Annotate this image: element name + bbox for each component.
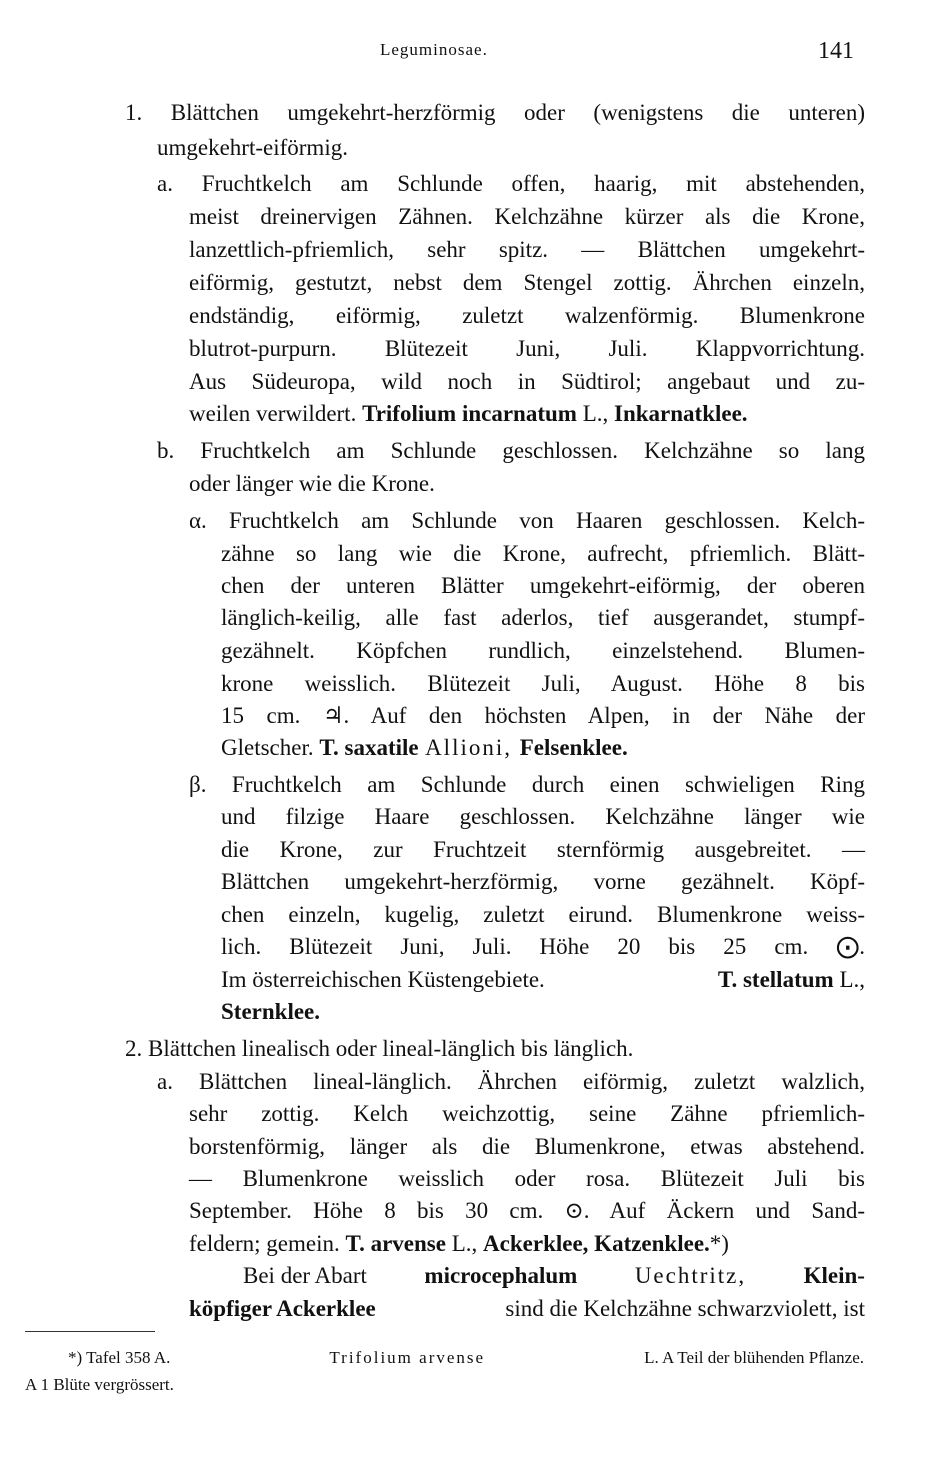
page-header (0, 40, 930, 70)
text-line: September. Höhe 8 bis 30 cm. ⊙. Auf Äckern und Sand- (189, 1198, 865, 1223)
species-name: Trifolium incarnatum (362, 401, 577, 426)
text-line: oder länger wie die Krone. (189, 471, 435, 496)
footnote-rule (25, 1331, 155, 1332)
text-line: a. Fruchtkelch am Schlunde offen, haarig, mit abstehenden, (157, 171, 865, 196)
text-line: die Krone, zur Fruchtzeit sternförmig ausgebreitet. — (221, 837, 865, 862)
author-name: Allioni, (418, 735, 520, 760)
text-line: Aus Südeuropa, wild noch in Südtirol; angebaut und zu- (189, 369, 865, 394)
text-line: und filzige Haare geschlossen. Kelchzähne länger wie (221, 804, 865, 829)
text-line: a. Blättchen lineal-länglich. Ährchen eiförmig, zuletzt walzlich, (157, 1069, 865, 1094)
text-line (189, 1295, 865, 1323)
common-name: köpfiger Ackerklee (189, 1296, 376, 1321)
species-name: T. saxatile (319, 735, 419, 760)
text-run: L. A Teil der blühenden Pflanze. (644, 1348, 864, 1367)
text-line: zähne so lang wie die Krone, aufrecht, pfriemlich. Blätt- (221, 541, 865, 566)
text-run: sind die Kelchzähne schwarzviolett, ist (505, 1296, 865, 1321)
text-run: *) Tafel 358 A. (68, 1348, 171, 1367)
text-run: Bei der Abart (243, 1263, 367, 1288)
text-line: länglich-keilig, alle fast aderlos, tief ausgerandet, stumpf- (221, 605, 865, 630)
text-line: endständig, eiförmig, zuletzt walzenförmig. Blumenkrone (189, 303, 865, 328)
text-line (221, 966, 865, 994)
text-line: b. Fruchtkelch am Schlunde geschlossen. Kelchzähne so lang (157, 438, 865, 463)
text-run: Gletscher. (221, 735, 320, 760)
text-run: L., (576, 401, 615, 426)
author-name: Uechtritz, (634, 1263, 747, 1288)
text-line: krone weisslich. Blütezeit Juli, August. Höhe 8 bis (221, 671, 865, 696)
text-line (189, 1230, 729, 1258)
common-name: Sternklee. (221, 999, 321, 1024)
text-line: 2. Blättchen linealisch oder lineal-länglich bis länglich. (125, 1036, 634, 1061)
common-name: Felsenklee. (519, 735, 628, 760)
text-line: chen einzeln, kugelig, zuletzt eirund. Blumenkrone weiss- (221, 902, 865, 927)
text-run: L., (833, 967, 865, 992)
footnote-line: A 1 Blüte vergrössert. (25, 1375, 174, 1394)
text-line (221, 734, 628, 762)
footnote-marker: *) (709, 1231, 729, 1256)
text-line (243, 1262, 865, 1290)
text-line: chen der unteren Blätter umgekehrt-eiförmig, der oberen (221, 573, 865, 598)
common-name: Ackerklee, Katzenklee. (483, 1231, 710, 1256)
text-line: gezähnelt. Köpfchen rundlich, einzelstehend. Blumen- (221, 638, 865, 663)
text-run: feldern; gemein. (189, 1231, 346, 1256)
footnote-line (68, 1347, 864, 1369)
text-line: eiförmig, gestutzt, nebst dem Stengel zottig. Ährchen einzeln, (189, 270, 865, 295)
common-name: Inkarnatklee. (614, 401, 748, 426)
text-line: borstenförmig, länger als die Blumenkrone, etwas abstehend. (189, 1134, 865, 1159)
text-run: weilen verwildert. (189, 401, 363, 426)
species-name: Trifolium arvense (329, 1348, 486, 1367)
text-line: Blättchen umgekehrt-herzförmig, vorne gezähnelt. Köpf- (221, 869, 865, 894)
common-name: Klein- (803, 1263, 865, 1288)
text-line: umgekehrt-eiförmig. (157, 135, 348, 160)
text-line: β. Fruchtkelch am Schlunde durch einen schwieligen Ring (189, 772, 865, 797)
text-line: meist dreinervigen Zähnen. Kelchzähne kürzer als die Krone, (189, 204, 865, 229)
text-line: lich. Blütezeit Juni, Juli. Höhe 20 bis 25 cm. ⨀. (221, 934, 865, 959)
text-line: sehr zottig. Kelch weichzottig, seine Zähne pfriemlich- (189, 1101, 865, 1126)
text-line (189, 400, 748, 428)
text-line: α. Fruchtkelch am Schlunde von Haaren geschlossen. Kelch- (189, 508, 865, 533)
text-run: Im österreichischen Küstengebiete. (221, 967, 545, 992)
text-line: blutrot-purpurn. Blütezeit Juni, Juli. Klappvorrichtung. (189, 336, 865, 361)
text-line: lanzettlich-pfriemlich, sehr spitz. — Blättchen umgekehrt- (189, 237, 865, 262)
page-number: 141 (818, 38, 854, 64)
species-name: T. stellatum (717, 967, 834, 992)
text-line: 15 cm. ♃. Auf den höchsten Alpen, in der Nähe der (221, 703, 865, 728)
text-run: L., (445, 1231, 484, 1256)
text-line: 1. Blättchen umgekehrt-herzförmig oder (wenigstens die unteren) (125, 100, 865, 125)
variety-name: microcephalum (424, 1263, 578, 1288)
species-name: T. arvense (345, 1231, 446, 1256)
text-line: — Blumenkrone weisslich oder rosa. Blütezeit Juli bis (189, 1166, 865, 1191)
running-title: Leguminosae. (380, 40, 488, 59)
